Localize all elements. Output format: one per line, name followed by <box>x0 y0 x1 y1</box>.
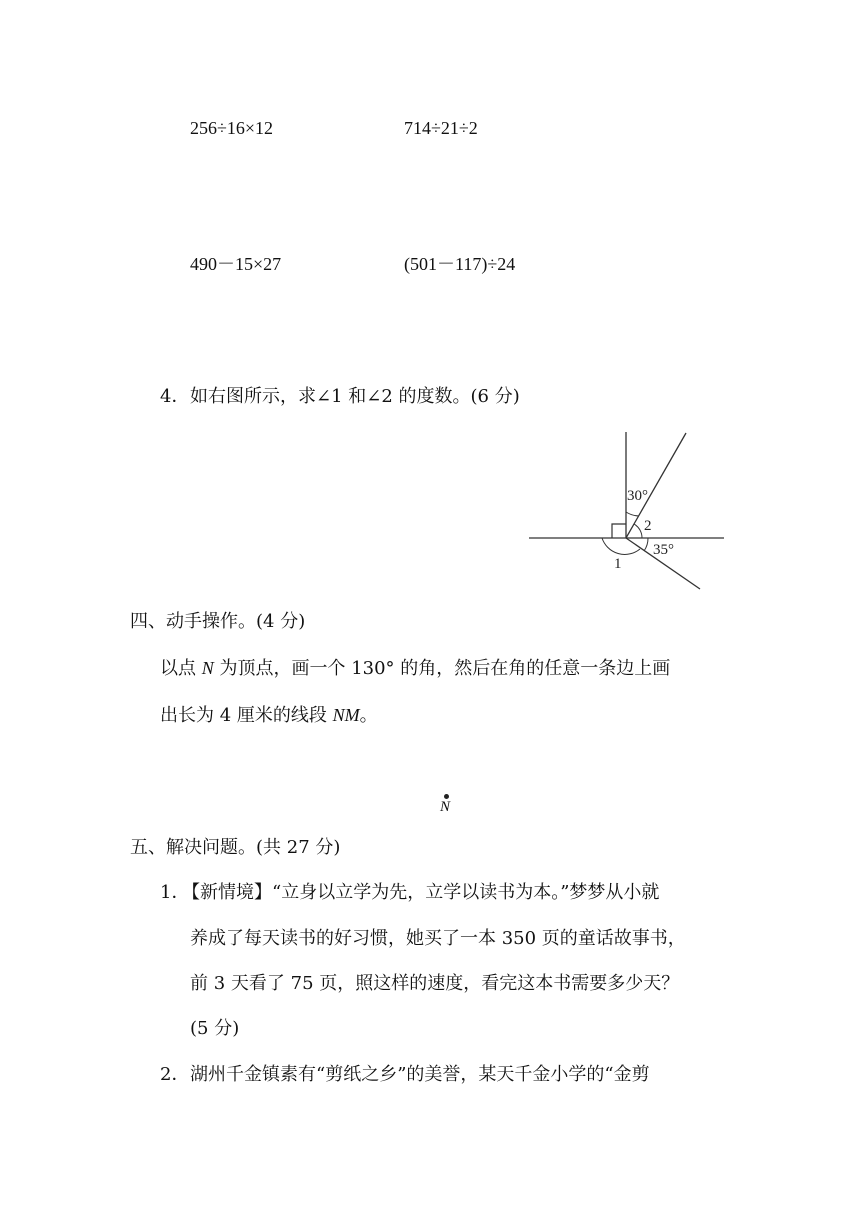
question-1-number: 1． <box>160 882 190 903</box>
angle-figure <box>520 425 730 595</box>
question-4-number: 4． <box>160 386 190 407</box>
question-2-line-1: 湖州千金镇素有“剪纸之乡”的美誉，某天千金小学的“金剪 <box>190 1064 650 1085</box>
point-n-label: N <box>440 799 451 815</box>
section-4-heading: 四、动手操作。(4 分) <box>130 611 306 632</box>
angle-1-label: 1 <box>614 556 622 572</box>
question-1-line-3: 前 3 天看了 75 页，照这样的速度，看完这本书需要多少天？ <box>190 973 680 994</box>
question-1-line-2: 养成了每天读书的好习惯，她买了一本 350 页的童话故事书， <box>190 928 686 949</box>
question-1-line-1: 【新情境】“立身以立学为先，立学以读书为本。”梦梦从小就 <box>182 882 660 903</box>
calc-expression: 490－15×27 <box>190 254 282 274</box>
angle-35-label: 35° <box>653 542 674 558</box>
question-2-number: 2． <box>160 1064 190 1085</box>
angle-30-label: 30° <box>627 488 648 504</box>
calc-expression: (501－117)÷24 <box>404 254 516 274</box>
section-4-line-2: 出长为 4 厘米的线段 NM。 <box>160 705 378 726</box>
calc-expression: 714÷21÷2 <box>404 118 478 138</box>
angle-2-label: 2 <box>644 518 652 534</box>
question-1-line-4: (5 分) <box>190 1018 240 1039</box>
section-4-line-1: 以点 N 为顶点，画一个 130° 的角，然后在角的任意一条边上画 <box>160 658 671 679</box>
section-5-heading: 五、解决问题。(共 27 分) <box>130 837 341 858</box>
question-4-text: 如右图所示，求∠1 和∠2 的度数。(6 分) <box>190 386 520 407</box>
calc-expression: 256÷16×12 <box>190 118 274 138</box>
